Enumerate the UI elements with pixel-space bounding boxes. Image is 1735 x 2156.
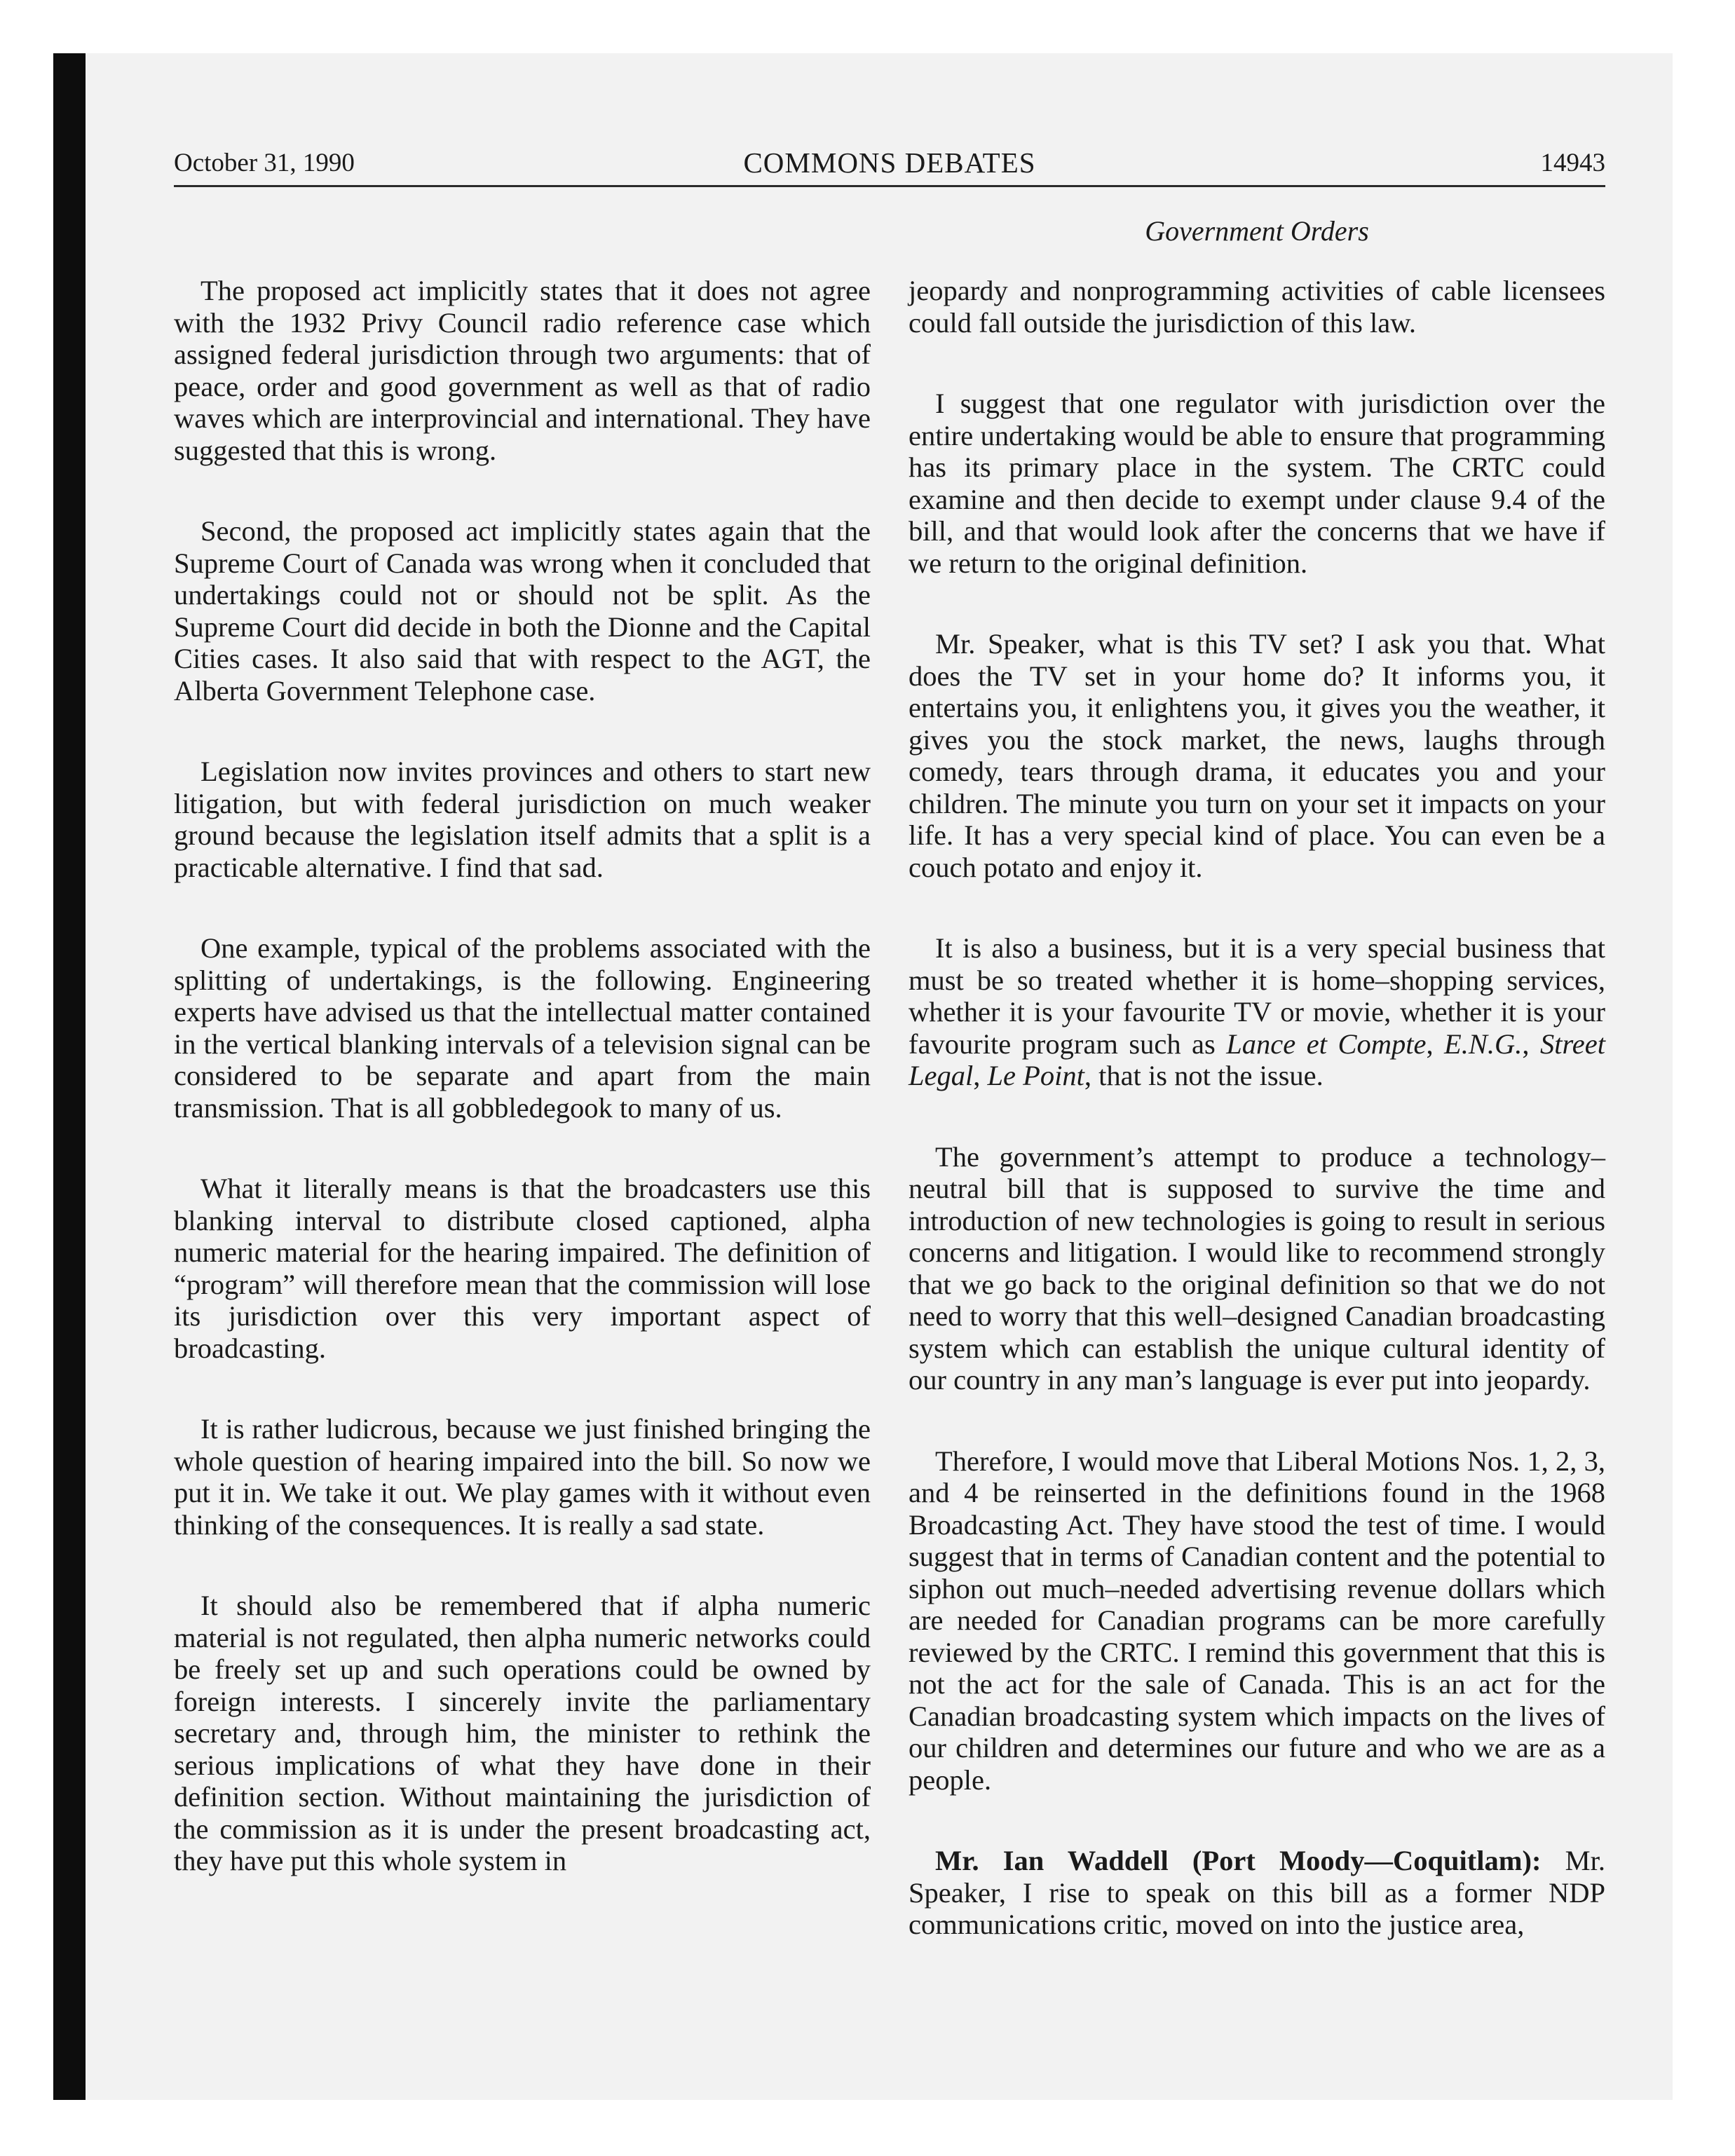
- text-run: ,: [1522, 1028, 1541, 1060]
- paragraph: The government’s attempt to produce a technology–neutral bill that is supposed to survive the time and introduction of new technologies is going to result in serious concerns and litigation. I would like to recommend strongly that we go back to the original definition so that we do not need to worry that this well–designed Canadian broadcasting system which can establish the unique cultural identity of our country in any man’s language is ever put into jeopardy.: [909, 1140, 1605, 1396]
- paragraph-business: [909, 932, 1605, 1092]
- right-column: [909, 275, 1605, 1990]
- paragraph: Legislation now invites provinces and others to start new litigation, but with federal jurisdiction on much weaker ground because the legislation itself admits that a split is a practicable alternative. I find that sad.: [174, 756, 871, 883]
- header-page-number: 14943: [1540, 149, 1605, 177]
- header-title: COMMONS DEBATES: [743, 146, 1036, 179]
- paragraph: Second, the proposed act implicitly states again that the Supreme Court of Canada was wrong when it concluded that undertakings could not or should not be split. As the Supreme Court did decide in both the Dionne and the Capital Cities cases. It also said that with respect to the AGT, the Alberta Government Telephone case.: [174, 515, 871, 707]
- left-column: [174, 275, 871, 1926]
- header-rule: [174, 185, 1605, 187]
- binding-edge: [53, 53, 86, 2100]
- paragraph: It should also be remembered that if alpha numeric material is not regulated, then alpha numeric networks could be freely set up and such operations could be owned by foreign interests. I sincerely invite the parliamentary secretary and, through him, the minister to rethink the serious implications of what they have done in their definition section. Without maintaining the jurisdiction of the commission as it is under the present broadcasting act, they have put this whole system in: [174, 1590, 871, 1876]
- paragraph: The proposed act implicitly states that it does not agree with the 1932 Privy Council radio reference case which assigned federal jurisdiction through two arguments: that of peace, order and good government as well as that of radio waves which are interprovincial and international. They have suggested that this is wrong.: [174, 275, 871, 466]
- paragraph: What it literally means is that the broadcasters use this blanking interval to distribute closed captioned, alpha numeric material for the hearing impaired. The definition of “program” will therefore mean that the commission will lose its jurisdiction over this very important aspect of broadcasting.: [174, 1173, 871, 1364]
- paragraph: One example, typical of the problems associated with the splitting of undertakings, is the following. Engineering experts have advised us that the intellectual matter contained in the vertical blanking intervals of a television signal can be considered to be separate and apart from the main transmission. That is all gobbledegook to many of us.: [174, 932, 871, 1124]
- paragraph: Therefore, I would move that Liberal Motions Nos. 1, 2, 3, and 4 be reinserted in the definitions found in the 1968 Broadcasting Act. They have stood the test of time. I would suggest that in terms of Canadian content and the potential to siphon out much–needed advertising revenue dollars which are needed for Canadian programs can be more carefully reviewed by the CRTC. I remind this government that this is not the act for the sale of Canada. This is an act for the Canadian broadcasting system which impacts on the lives of our children and determines our future and who we are as a people.: [909, 1445, 1605, 1796]
- text-run: ,: [1426, 1028, 1445, 1060]
- program-title: E.N.G.: [1444, 1028, 1523, 1060]
- running-header: [174, 139, 1605, 184]
- text-run: , that is not the issue.: [1084, 1060, 1324, 1091]
- paragraph: It is rather ludicrous, because we just finished bringing the whole question of hearing impaired into the bill. So now we put it in. We take it out. We play games with it without even thinking of the consequences. It is really a sad state.: [174, 1413, 871, 1541]
- speaker-text: Mr. Speaker, I rise to speak on this bill as a former NDP communications critic, moved on into the justice area,: [909, 1845, 1605, 1940]
- continued-paragraph: jeopardy and nonprogramming activities of cable licensees could fall outside the jurisdiction of this law.: [909, 275, 1605, 339]
- text-run: ,: [973, 1060, 988, 1091]
- paragraph: I suggest that one regulator with jurisdiction over the entire undertaking would be able to ensure that programming has its primary place in the system. The CRTC could examine and then decide to exempt under clause 9.4 of the bill, and that would look after the concerns that we have if we return to the original definition.: [909, 388, 1605, 579]
- program-title: Le Point: [987, 1060, 1084, 1091]
- header-date: October 31, 1990: [174, 149, 355, 177]
- speaker-name: Mr. Ian Waddell (Port Moody—Coquitlam):: [935, 1845, 1542, 1876]
- text-run: It is also a business, but it is a very special business that must be so treated whether it is home–shopping services, whether it is your favourite TV or movie, whether it is your favourite program such as: [909, 932, 1605, 1060]
- speaker-paragraph: [909, 1845, 1605, 1941]
- paragraph: Mr. Speaker, what is this TV set? I ask you that. What does the TV set in your home do? It informs you, it entertains you, it enlightens you, it gives you the weather, it gives you the stock market, the news, laughs through comedy, tears through drama, it educates you and your children. The minute you turn on your set it impacts on your life. It has a very special kind of place. You can even be a couch potato and enjoy it.: [909, 628, 1605, 883]
- section-heading: Government Orders: [1145, 215, 1369, 247]
- program-title: Lance et Compte: [1226, 1028, 1427, 1060]
- program-title: Street Legal: [909, 1028, 1605, 1091]
